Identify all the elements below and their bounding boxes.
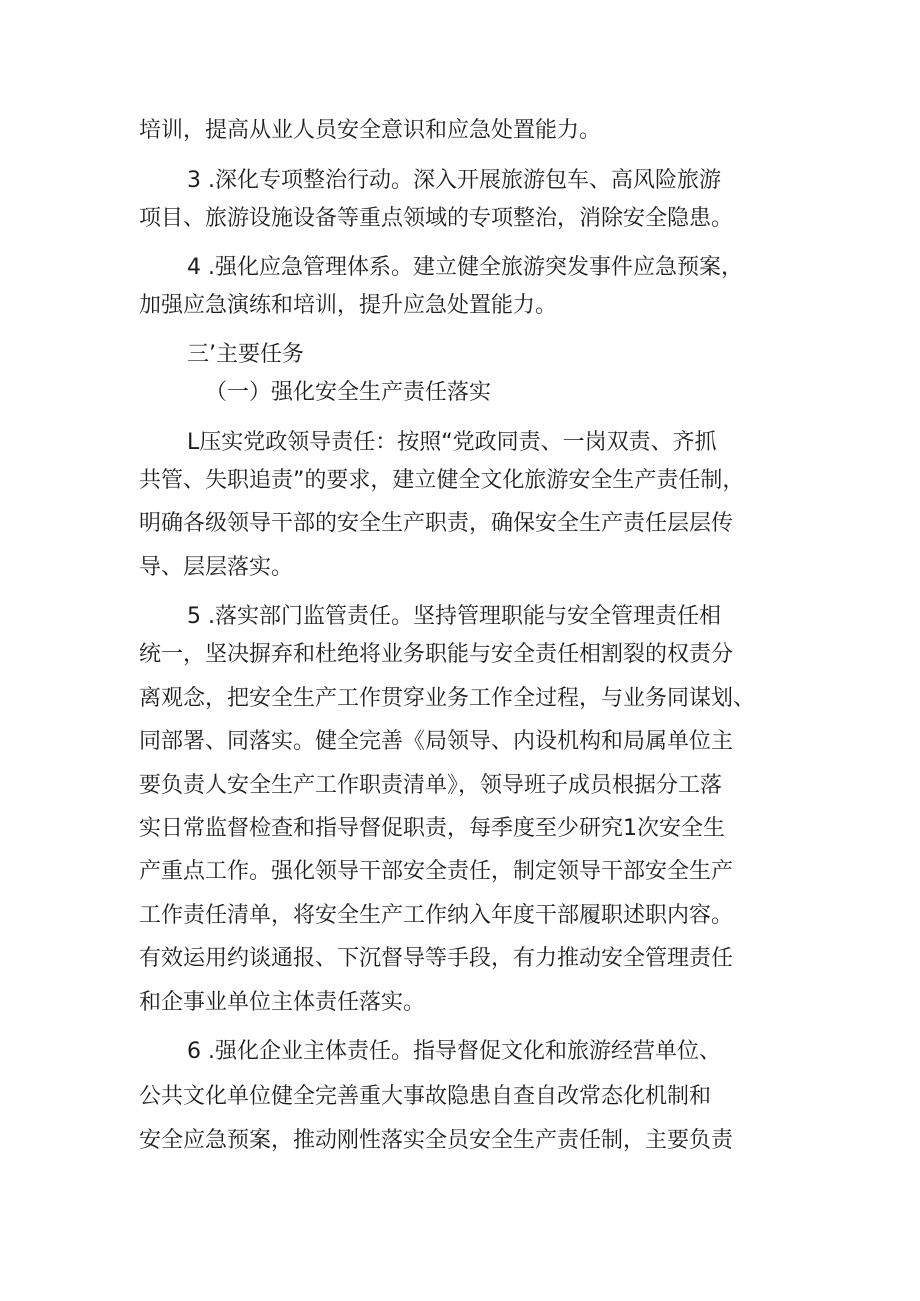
text-line: L压实党政领导责任：按照“党政同责、一岗双责、齐抓: [187, 430, 717, 455]
text-line: 5 .落实部门监管责任。坚持管理职能与安全管理责任相: [187, 604, 721, 629]
text-line: 4 .强化应急管理体系。建立健全旅游突发事件应急预案，: [187, 255, 743, 280]
text-line: 项目、旅游设施设备等重点领域的专项整治，消除安全隐患。: [139, 206, 734, 231]
section-heading: 三’主要任务: [187, 342, 304, 367]
text-line: 安全应急预案，推动刚性落实全员安全生产责任制，主要负责: [139, 1128, 734, 1153]
text-line: 工作责任清单，将安全生产工作纳入年度干部履职述职内容。: [139, 903, 734, 928]
text-line: 离观念，把安全生产工作贯穿业务工作全过程，与业务同谋划、: [139, 686, 756, 711]
text-line: 培训，提高从业人员安全意识和应急处置能力。: [139, 118, 602, 143]
text-line: 同部署、同落实。健全完善《局领导、内设机构和局属单位主: [139, 729, 734, 754]
text-line: 实日常监督检查和指导督促职责，每季度至少研究1次安全生: [139, 816, 725, 841]
text-line: 产重点工作。强化领导干部安全责任，制定领导干部安全生产: [139, 859, 734, 884]
text-line: 导、层层落实。: [139, 555, 294, 580]
subsection-heading: （一）强化安全生产责任落实: [205, 380, 492, 405]
text-line: 有效运用约谈通报、下沉督导等手段，有力推动安全管理责任: [139, 946, 734, 971]
text-line: 统一，坚决摒弃和杜绝将业务职能与安全责任相割裂的权责分: [139, 642, 734, 667]
text-line: 和企事业单位主体责任落实。: [139, 990, 426, 1015]
text-line: 明确各级领导干部的安全生产职责，确保安全生产责任层层传: [139, 511, 734, 536]
text-line: 共管、失职追责”的要求，建立健全文化旅游安全生产责任制，: [139, 468, 745, 493]
text-line: 公共文化单位健全完善重大事故隐患自查自改常态化机制和: [139, 1084, 712, 1109]
text-line: 要负责人安全生产工作职责清单》，领导班子成员根据分工落: [139, 773, 723, 798]
text-line: 3 .深化专项整治行动。深入开展旅游包车、高风险旅游: [187, 168, 721, 193]
text-line: 6 .强化企业主体责任。指导督促文化和旅游经营单位、: [187, 1039, 721, 1064]
text-line: 加强应急演练和培训，提升应急处置能力。: [139, 293, 558, 318]
